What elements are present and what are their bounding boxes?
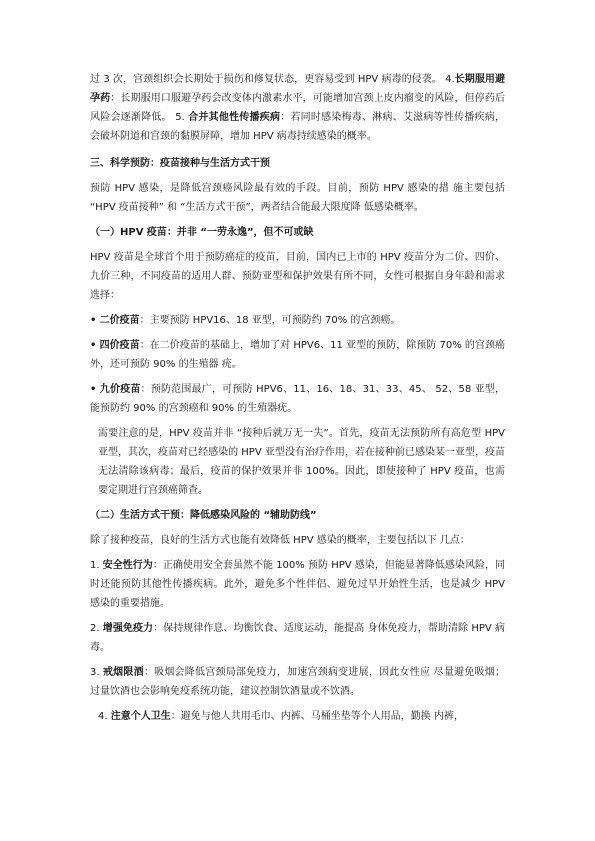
list-number: 3. [90,667,103,678]
subsection-heading-lifestyle: （二）生活方式干预：降低感染风险的 “辅助防线” [90,510,317,521]
paragraph-risk-factors [90,70,505,146]
bold-term: 注意个人卫生 [110,711,171,722]
text-segment: ：正确使用安全套虽然不能 100% 预防 HPV 感染，但能显著降低感染风险，同时还能预防其他性传播疾病。此外，避免多个性伴侣、避免过早开始性生活，也是减少 HPV 感染的重要措施。 [90,560,505,609]
paragraph-vaccine-note: 需要注意的是，HPV 疫苗并非 “接种后就万无一失”。首先，疫苗无法预防所有高危型 HPV 亚型，其次，疫苗对已经感染的 HPV 亚型没有治疗作用，若在接种前已感染某一亚型，疫苗无法清除该病毒；最后，疫苗的保护效果并非 100%。因此，即使接种了 HPV 疫苗，也需要定期进行宫颈癌筛查。 [98,428,505,496]
paragraph-vaccine-intro: HPV 疫苗是全球首个用于预防癌症的疫苗，目前，国内已上市的 HPV 疫苗分为二价、四价、九价三种，不同疫苗的适用人群、预防亚型和保护效果有所不同，女性可根据自身年龄和需求选择： [90,252,505,301]
list-item-safe-sex [90,556,505,613]
list-number: 2. [90,623,103,634]
text-segment: ：避免与他人共用毛巾、内裤、马桶坐垫等个人用品，勤换 内裤， [170,711,464,722]
list-item-immunity [90,619,505,657]
text-segment: ：长期服用口服避孕药会改变体内激素水平，可能增加宫颈上皮内瘤变的风险，但停药后风险会逐渐降低。 5. [90,93,505,123]
bold-term: 戒烟限酒 [102,667,144,678]
list-number: 4. [98,711,111,722]
text-segment: ：预防范围最广，可预防 HPV6、11、16、18、31、33、45、 52、58 亚型，能预防约 90% 的宫颈癌和 90% 的生殖器疣。 [90,384,506,414]
paragraph-lifestyle-intro: 除了接种疫苗，良好的生活方式也能有效降低 HPV 感染的概率，主要包括以下 几点： [90,535,470,546]
bullet-icon: • [90,384,97,395]
paragraph-prevention-intro: 预防 HPV 感染，是降低宫颈癌风险最有效的手段。目前，预防 HPV 感染的措 施主要包括 “HPV 疫苗接种” 和 “生活方式干预”，两者结合能最大限度降 低感染概率。 [90,183,505,213]
list-item-quadrivalent [90,336,505,374]
text-segment: ：保持规律作息、均衡饮食、适度运动，能提高 身体免疫力，帮助清除 HPV 病毒。 [90,623,505,653]
bullet-icon: • [90,340,97,351]
bold-term: 增强免疫力 [102,623,154,634]
bold-term: 九价疫苗 [99,384,141,395]
bold-term: 安全性行为 [102,560,153,571]
text-segment: ：吸烟会降低宫颈局部免疫力，加速宫颈病变进展，因此女性应 尽量避免吸烟；过量饮酒也会影响免疫系统功能，建议控制饮酒量或不饮酒。 [90,667,505,697]
list-item-hygiene [90,707,505,726]
text-segment: 过 3 次，宫颈组织会长期处于损伤和修复状态，更容易受到 HPV 病毒的侵袭。 4. [90,74,455,85]
text-segment: ：若同时感染梅毒、淋病、艾滋病等性传播疾病，会破坏阴道和宫颈的黏膜屏障，增加 HPV 病毒持续感染的概率。 [90,112,505,142]
bullet-icon: • [90,315,97,326]
text-segment: ：主要预防 HPV16、18 亚型，可预防约 70% 的宫颈癌。 [139,315,401,326]
list-number: 1. [90,560,103,571]
subsection-heading-vaccine: （一）HPV 疫苗：并非 “一劳永逸”，但不可或缺 [90,227,314,238]
list-item-nonavalent [90,380,505,418]
bold-term: 四价疫苗 [99,340,140,351]
bold-term: 长期服用避孕药 [90,74,505,104]
list-item-smoking [90,663,505,701]
bold-term: 合并其他性传播疾病 [188,112,281,123]
text-segment: ：在二价疫苗的基础上，增加了对 HPV6、11 亚型的预防，除预防 70% 的宫颈癌外，还可预防 90% 的生殖器 疣。 [90,340,506,370]
section-heading: 三、科学预防：疫苗接种与生活方式干预 [90,158,270,169]
list-item-bivalent [90,311,505,330]
bold-term: 二价疫苗 [99,315,140,326]
